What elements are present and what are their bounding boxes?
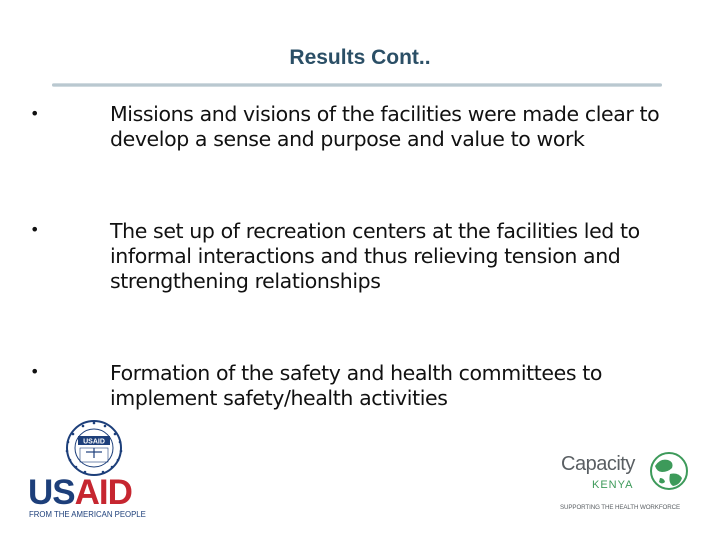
slide-title: Results Cont.. [289,46,431,69]
usaid-tagline: FROM THE AMERICAN PEOPLE [29,510,146,519]
kenya-wordmark: KENYA [592,479,634,491]
bullet-text-1: Missions and visions of the facilities were made clear to develop a sense and purpose and value to work [110,102,660,151]
capacity-tagline: SUPPORTING THE HEALTH WORKFORCE [560,504,680,511]
title-divider [52,83,662,87]
bullet-text-2: The set up of recreation centers at the facilities led to informal interactions and thus relieving tension and strengthening relationships [110,219,640,293]
usaid-seal-icon [66,421,123,475]
bullet-text-3: Formation of the safety and health committees to implement safety/health activities [110,361,602,410]
bullet-marker-1: • [30,104,40,123]
usaid-wordmark: USAID [28,473,132,512]
bullet-marker-3: • [30,362,40,381]
seal-usaid-text: USAID [83,438,105,446]
capacity-kenya-logo [556,448,694,514]
usaid-logo [28,418,163,522]
globe-icon [651,453,687,489]
capacity-wordmark: Capacity [561,453,635,475]
bullet-marker-2: • [30,220,40,239]
